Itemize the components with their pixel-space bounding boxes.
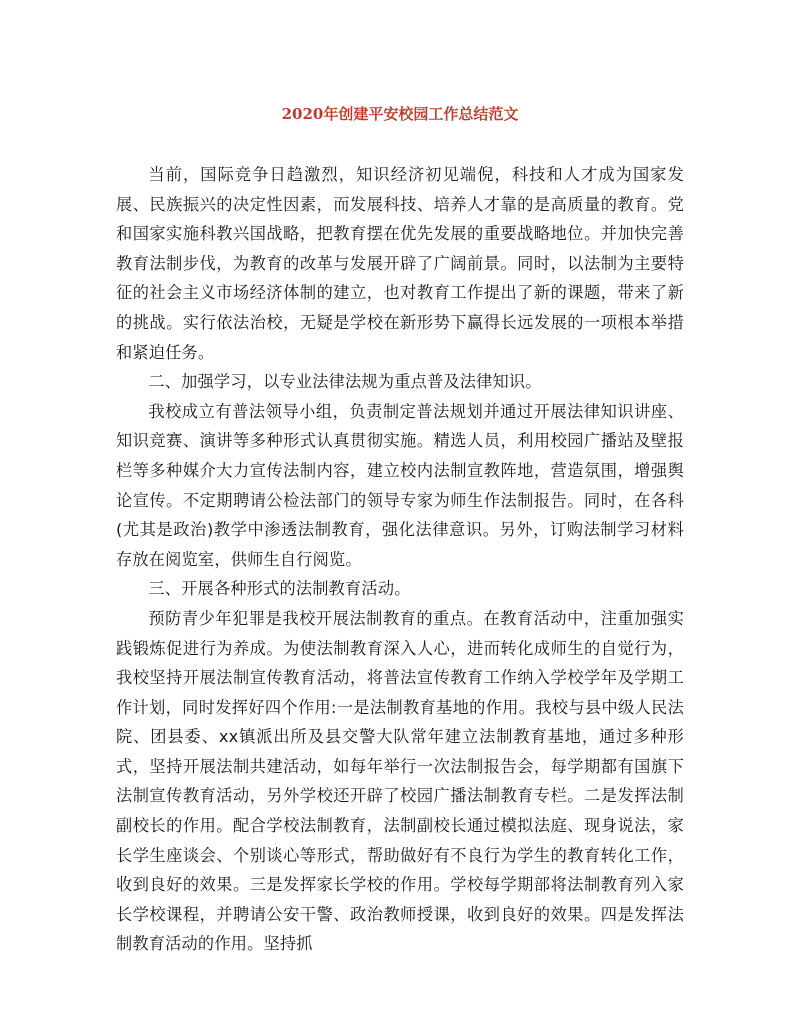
section-heading-2: 二、加强学习，以专业法律法规为重点普及法律知识。 — [148, 372, 542, 392]
paragraph-activities: 预防青少年犯罪是我校开展法制教育的重点。在教育活动中，注重加强实践锻炼促进行为养成。为使法制教育深入人心，进而转化成师生的自觉行为，我校坚持开展法制宣传教育活动，将普法宣传教育工作纳入学校学年及学期工作计划，同时发挥好四个作用:一是法制教育基地的作用。我校与县中级人民法院、团县委、xx镇派出所及县交警大队常年建立法制教育基地，通过多种形式，坚持开展法制共建活动，如每年举行一次法制报告会，每学期都有国旗下法制宣传教育活动，另外学校还开辟了校园广播法制教育专栏。二是发挥法制副校长的作用。配合学校法制教育，法制副校长通过模拟法庭、现身说法，家长学生座谈会、个别谈心等形式，帮助做好有不良行为学生的教育转化工作，收到良好的效果。三是发挥家长学校的作用。学校每学期部将法制教育列入家长学校课程，并聘请公安干警、政治教师授课，收到良好的效果。四是发挥法制教育活动的作用。坚持抓 — [116, 608, 684, 954]
document-body — [116, 160, 684, 959]
document-title: 2020年创建平安校园工作总结范文 — [281, 105, 519, 123]
paragraph-intro: 当前，国际竞争日趋激烈，知识经济初见端倪，科技和人才成为国家发展、民族振兴的决定性因素，而发展科技、培养人才靠的是高质量的教育。党和国家实施科教兴国战略，把教育摆在优先发展的重要战略地位。并加快完善教育法制步伐，为教育的改革与发展开辟了广阔前景。同时，以法制为主要特征的社会主义市场经济体制的建立，也对教育工作提出了新的课题，带来了新的挑战。实行依法治校，无疑是学校在新形势下赢得长远发展的一项根本举措和紧迫任务。 — [116, 165, 684, 362]
paragraph-study: 我校成立有普法领导小组，负责制定普法规划并通过开展法律知识讲座、知识竞赛、演讲等多种形式认真贯彻实施。精选人员，利用校园广播站及壁报栏等多种媒介大力宣传法制内容，建立校内法制宣教阵地，营造氛围，增强舆论宣传。不定期聘请公检法部门的领导专家为师生作法制报告。同时，在各科(尤其是政治)教学中渗透法制教育，强化法律意识。另外，订购法制学习材料存放在阅览室，供师生自行阅览。 — [116, 401, 684, 569]
section-heading-3: 三、开展各种形式的法制教育活动。 — [148, 579, 411, 599]
